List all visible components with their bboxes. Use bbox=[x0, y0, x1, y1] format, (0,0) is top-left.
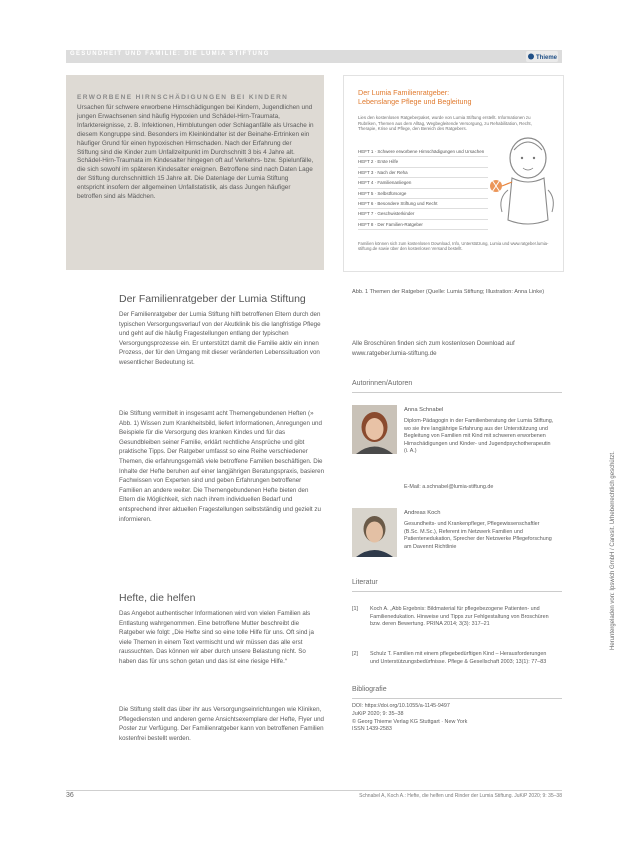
literature-divider bbox=[352, 591, 562, 592]
footer-divider bbox=[66, 790, 562, 791]
author-photo-schnabel bbox=[352, 405, 397, 454]
paragraph-themen: Die Stiftung vermittelt in insgesamt acht Themengebundenen Heften (» Abb. 1) Wissen zum Krankheitsbild, liefert Informationen, Anregungen und Beispiele für die Versorgung des kranken Kindes und für das Gesundbleiben seiner Familie, erklärt rechtliche Ansprüche und gibt praktische Tipps. Der Ratgeber umfasst so eine Reihe verschiedener Themen, die erfahrungsgemäß viele betroffene Familien beschäftigen. Die Inhalte der Hefte beruhen auf einer langjährigen Beratungspraxis, basieren Fachwissen von Experten sind und geben Erfahrungen betroffener Familien an andere weiter. Die Themengebundenen Hefte bieten den Eltern die Möglichkeit, sich nach ihrem individuellen Bedarf und entsprechend ihrer aktuellen Fragestellungen selbstständig und gezielt zu informieren. bbox=[119, 410, 325, 523]
authors-heading: Autorinnen/Autoren bbox=[352, 380, 413, 387]
margin-note-text: Heruntergeladen von: Ipswich GmbH / Caresit. Urheberrechtlich geschützt. bbox=[610, 451, 616, 650]
figure-footer: Familien können sich zum kostenlosen Download, Info, Unterstützung, Lumia und www.ratgeber.lumia-stiftung.de sowie über den kostenlosen Versand bestellt. bbox=[358, 241, 549, 252]
heft-item: HEFT 4 · Familienanliegen bbox=[358, 178, 488, 188]
paragraph-entlastung: Das Angebot authentischer Informationen wird von vielen Familien als Entlastung wahrgenommen. Eine betroffene Mutter beschreibt die Ratgeber wie folgt: „Die Hefte sind so eine tolle Hilfe für uns. Oft sind ja viele Themen in einem Text vermischt und wir müssen das alle erst raussuchten. Das können wir aber durch unsere Belastung nicht. So haben das für uns schon getan und das ist eine riesige Hilfe.“ bbox=[119, 610, 314, 665]
author-photo-koch bbox=[352, 508, 397, 557]
heft-item: HEFT 8 · Der Familien-Ratgeber bbox=[358, 220, 488, 230]
literature-entry: Koch A. „Abb Ergebnis: Bildmaterial für pflegebezogene Patienten- und Familienedukation. Hinweise und Tipps zur Fehlgestaltung von Broschüren bzw. deren Bewertung. PRINA 2014; 3(3): 317–21 bbox=[370, 606, 549, 628]
heft-item: HEFT 2 · Erste Hilfe bbox=[358, 157, 488, 167]
author-email[interactable]: E-Mail: a.schnabel@lumia-stiftung.de bbox=[404, 484, 494, 490]
infobox-body: Ursachen für schwere erworbene Hirnschädigungen bei Kindern, Jugendlichen und jungen Erwachsenen sind häufig Hypoxien und Schädel-Hirn-Traumata, Infarktereignisse, z. B. Infektionen, Hirnblutungen oder Schlaganfälle als Ursache in diesem Kongruppe sind. Besonders im Kleinkindalter ist der Beinahe-Ertrinken ein häufiger Grund für einen hypoxischen Hirnschaden. Nach der Erfahrung der Stiftung sind die Kinder zum Unfallzeitpunkt im Durchschnitt 3 bis 4 Jahre alt. Schädel-Hirn-Traumata im Kindesalter hingegen oft auf Verkehrs- bzw. Spielunfälle, die sich sowohl im späteren Kindesalter ereignen. Betroffene sind nach Daten Lage der Stiftung durchschnittlich 15 Jahre alt. Die Datenlage der Lumia Stiftung entspricht insofern der allgemeinen Unfallstatistik, als dass Jungen häufiger betroffen sind als Mädchen. bbox=[77, 104, 314, 201]
author-bio: Diplom-Pädagogin in der Familienberatung der Lumia Stiftung, wo sie ihre langjährige Erfahrung aus der Unterstützung und Begleitung von Familien mit Kind mit schweren erworbenen Hirnschädigungen und Kinder- und Jugendpsychotherapeutin (i. A.) bbox=[404, 418, 554, 455]
author-name: Anna Schnabel bbox=[404, 407, 444, 413]
literature-heading: Literatur bbox=[352, 579, 378, 586]
bibliography-block bbox=[352, 703, 562, 734]
paragraph-intro: Der Familienratgeber der Lumia Stiftung hilft betroffenen Eltern durch den typischen Versorgungsverlauf von der Akutklinik bis die langfristige Pflege und geht auf die häufig Fragestellungen entlang der typischen Versorgungsprozesse ein. Er unterstützt damit die Familie aktiv ein innen Prozess, der für den Umgang mit dieser veränderten Lebenssituation von wesentlicher Bedeutung ist. bbox=[119, 311, 321, 366]
infobox-title: ERWORBENE HIRNSCHÄDIGUNGEN BEI KINDERN bbox=[77, 94, 289, 101]
figure-intro: Lies den kostenlosen Ratgeberpaket, wurde von Lumia Stiftung erstellt. Informationen zu Rubriken, Themen aus dem Alltag, Wegbegleitende Versorgung, zu Rehabilitation, Recht, Therapie, Krise und Pflege, den Bereich des Ratgebers. bbox=[358, 115, 532, 132]
child-illustration-icon bbox=[490, 128, 558, 238]
figure-title: Der Lumia Familienratgeber: Lebenslange Pflege und Begleitung bbox=[358, 88, 472, 106]
bibliography-line[interactable]: DOI: https://doi.org/10.1055/a-1145-9497 bbox=[352, 703, 450, 709]
literature-entry: Schulz T. Familien mit einem pflegebedürftigen Kind – Herausforderungen und Unterstützungsbedürfnisse. Pflege & Gesellschaft 2003; 13(1): 77–83 bbox=[370, 651, 547, 665]
footer-reference: Schnabel A, Koch A.: Hefte, die helfen und Rinder der Lumia Stiftung. JuKiP 2020; 9: 35–38 bbox=[359, 793, 562, 799]
margin-download-note bbox=[610, 190, 622, 650]
bibliography-divider bbox=[352, 698, 562, 699]
bibliography-heading: Bibliografie bbox=[352, 686, 387, 693]
paragraph-bestellung: Die Stiftung stellt das über ihr aus Versorgungseinrichtungen wie Kliniken, Pflegediensten und anderen gerne Ansichtsexemplare der Hefte, Flyer und Poster zur Verfügung. Der Familienratgeber kann von betroffenen Familien kostenfrei bestellt werden. bbox=[119, 706, 325, 742]
logo-text: Thieme bbox=[536, 55, 558, 61]
heading-hefte-helfen: Hefte, die helfen bbox=[119, 592, 196, 604]
heft-item: HEFT 1 · Schwere erworbene Hirnschädigungen und Ursachen bbox=[358, 147, 488, 157]
heft-item: HEFT 6 · Besondere Stiftung und Recht bbox=[358, 199, 488, 209]
page-number: 36 bbox=[66, 792, 74, 799]
heft-item: HEFT 7 · Geschwisterkinder bbox=[358, 209, 488, 219]
literature-number: [2] bbox=[352, 651, 358, 657]
bibliography-line: © Georg Thieme Verlag KG Stuttgart · New York bbox=[352, 718, 468, 725]
heft-item: HEFT 5 · Selbstfürsorge bbox=[358, 189, 488, 199]
author-bio: Gesundheits- und Krankenpfleger, Pflegewissenschaftler (B.Sc. M.Sc.), Referent im Netzwerk Familien und Patientenedukation, Sprecher der Netzwerke Pflegeforschung am Davennt Richtlinie bbox=[404, 521, 552, 550]
bibliography-line: JuKiP 2020; 9: 35–38 bbox=[352, 710, 404, 717]
author-name: Andreas Koch bbox=[404, 510, 441, 516]
figure-caption: Abb. 1 Themen der Ratgeber (Quelle: Lumia Stiftung; Illustration: Anna Linke) bbox=[352, 289, 545, 295]
literature-number: [1] bbox=[352, 606, 358, 612]
thieme-logo-icon bbox=[526, 51, 558, 62]
bibliography-line: ISSN 1439-2583 bbox=[352, 726, 392, 733]
figure-heft-list bbox=[358, 147, 488, 230]
heading-familienratgeber: Der Familienratgeber der Lumia Stiftung bbox=[119, 293, 306, 305]
header-bar-label: GESUNDHEIT UND FAMILIE: DIE LUMIA STIFTUNG bbox=[70, 51, 270, 57]
download-note: Alle Broschüren finden sich zum kostenlosen Download auf www.ratgeber.lumia-stiftung.de bbox=[352, 340, 515, 357]
authors-divider bbox=[352, 392, 562, 393]
heft-item: HEFT 3 · Nach der Reha bbox=[358, 168, 488, 178]
